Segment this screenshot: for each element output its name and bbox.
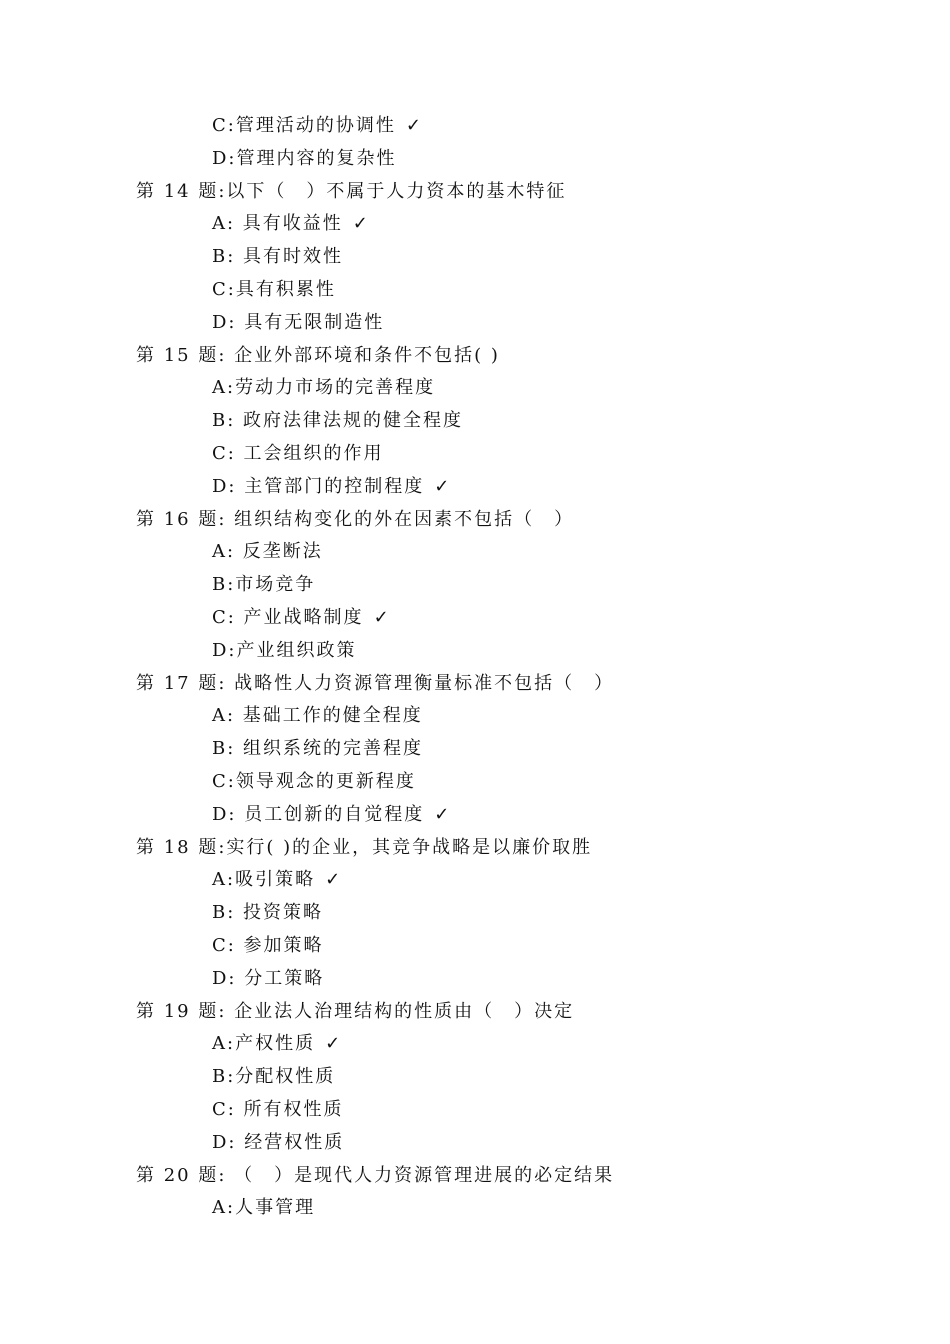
option-text: D: 经营权性质 (212, 1131, 345, 1153)
question-text: 第 14 题:以下（ ）不属于人力资本的基木特征 (136, 180, 567, 202)
question-text: 第 16 题: 组织结构变化的外在因素不包括（ ） (136, 508, 575, 530)
option-line (212, 437, 384, 470)
option-line (212, 601, 389, 634)
option-line (212, 535, 323, 568)
check-mark-icon: ✓ (434, 803, 450, 825)
option-text: C:具有积累性 (212, 279, 336, 300)
option-text: A:吸引策略 (212, 869, 316, 891)
question-line (136, 175, 566, 208)
option-text: C: 工会组织的作用 (212, 443, 384, 464)
option-line (212, 634, 357, 667)
option-text: B:市场竞争 (212, 574, 316, 596)
option-line (212, 732, 423, 765)
option-line (212, 109, 421, 142)
option-text: C:领导观念的更新程度 (212, 771, 416, 792)
option-text: B: 政府法律法规的健全程度 (212, 410, 464, 432)
question-line (136, 1159, 614, 1192)
option-line (212, 765, 416, 798)
check-mark-icon: ✓ (325, 1033, 341, 1055)
option-text: A:产权性质 (212, 1033, 316, 1055)
question-line (136, 831, 592, 864)
question-text: 第 15 题: 企业外部环境和条件不包括( ) (136, 344, 500, 366)
option-line (212, 142, 397, 175)
option-line (212, 798, 449, 831)
option-line (212, 1027, 340, 1060)
option-line (212, 470, 449, 503)
option-line (212, 962, 324, 995)
question-text: 第 17 题: 战略性人力资源管理衡量标准不包括（ ） (136, 672, 615, 694)
question-text: 第 18 题:实行( )的企业，其竞争战略是以廉价取胜 (136, 836, 593, 858)
option-text: B:分配权性质 (212, 1066, 336, 1088)
option-text: C: 参加策略 (212, 935, 324, 956)
option-text: A: 反垄断法 (212, 541, 323, 563)
option-text: C: 所有权性质 (212, 1099, 344, 1120)
option-text: C: 产业战略制度 (212, 607, 364, 628)
option-line (212, 306, 384, 339)
check-mark-icon: ✓ (325, 869, 341, 891)
option-text: B: 具有时效性 (212, 246, 344, 268)
option-line (212, 1060, 335, 1093)
option-line (212, 1126, 344, 1159)
option-text: B: 投资策略 (212, 902, 324, 924)
option-text: A: 具有收益性 (212, 213, 343, 235)
question-text: 第 19 题: 企业法人治理结构的性质由（ ）决定 (136, 1000, 575, 1022)
question-text: 第 20 题: （ ）是现代人力资源管理进展的必定结果 (136, 1164, 615, 1186)
question-line (136, 995, 574, 1028)
option-line (212, 404, 463, 437)
option-text: D: 主管部门的控制程度 (212, 475, 425, 497)
check-mark-icon: ✓ (352, 213, 368, 235)
option-text: D:产业组织政策 (212, 639, 357, 661)
question-line (136, 667, 614, 700)
option-line (212, 273, 336, 306)
option-line (212, 568, 315, 601)
option-text: A:劳动力市场的完善程度 (212, 377, 436, 399)
option-text: A:人事管理 (212, 1197, 316, 1219)
question-line (136, 503, 574, 536)
check-mark-icon: ✓ (373, 607, 389, 628)
question-line (136, 339, 500, 372)
option-text: D: 员工创新的自觉程度 (212, 803, 425, 825)
option-text: B: 组织系统的完善程度 (212, 738, 424, 760)
option-line (212, 240, 343, 273)
option-line (212, 1191, 315, 1224)
option-text: D: 具有无限制造性 (212, 311, 385, 333)
option-line (212, 1093, 344, 1126)
check-mark-icon: ✓ (434, 475, 450, 497)
check-mark-icon: ✓ (405, 115, 421, 136)
option-line (212, 929, 324, 962)
option-line (212, 371, 435, 404)
option-text: D:管理内容的复杂性 (212, 147, 397, 169)
option-text: C:管理活动的协调性 (212, 115, 396, 136)
option-line (212, 863, 340, 896)
option-text: D: 分工策略 (212, 967, 325, 989)
option-text: A: 基础工作的健全程度 (212, 705, 423, 727)
option-line (212, 207, 368, 240)
option-line (212, 896, 323, 929)
option-line (212, 699, 423, 732)
